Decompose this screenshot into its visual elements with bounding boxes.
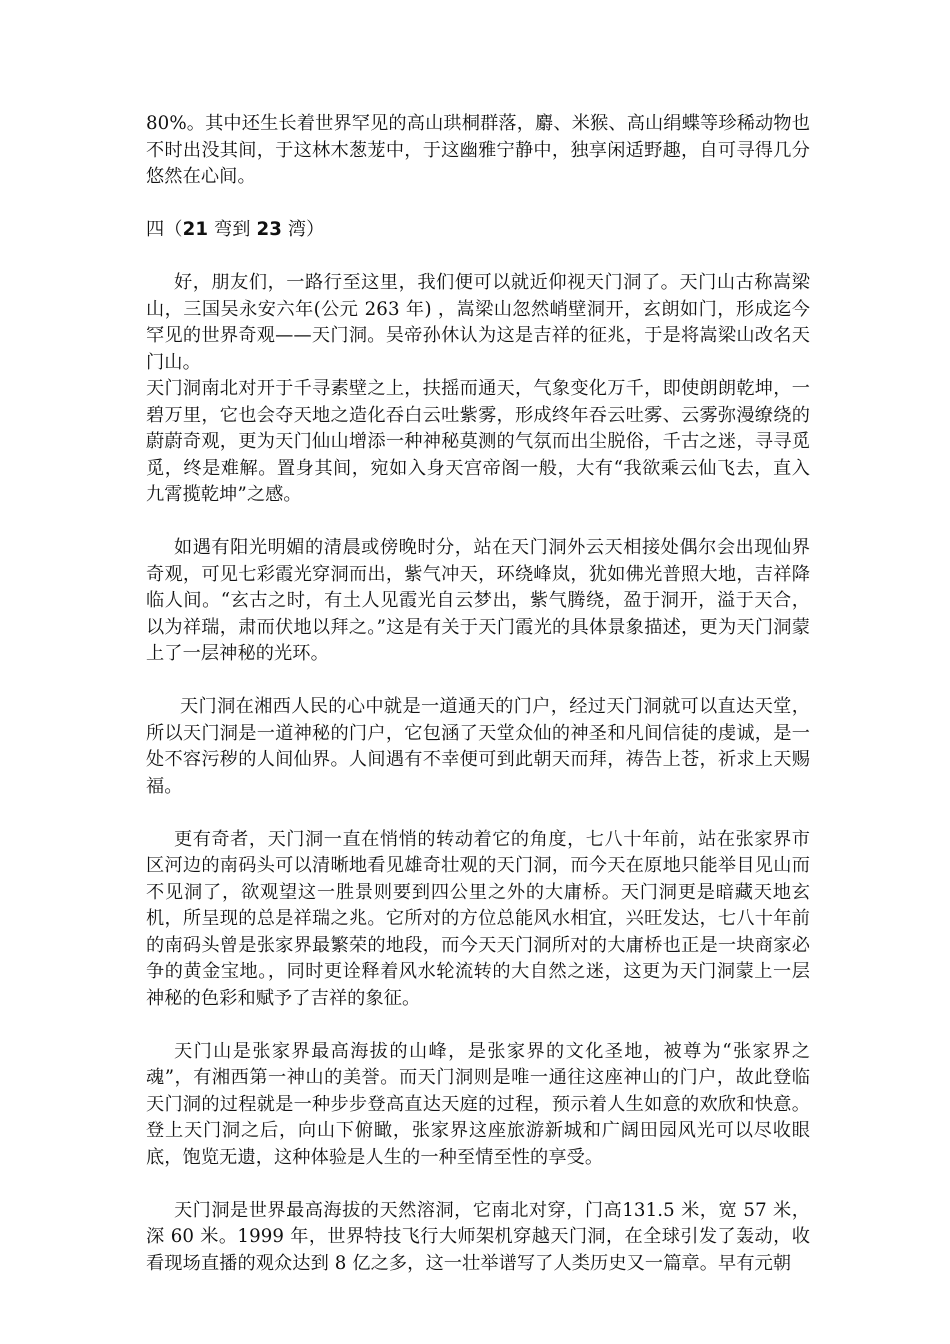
paragraph-gap [146, 800, 810, 827]
paragraph-gateway: 天门洞在湘西人民的心中就是一道通天的门户，经过天门洞就可以直达天堂，所以天门洞是一道神秘的门户，它包涵了天堂众仙的神圣和凡间信徒的虔诚，是一处不容污秽的人间仙界。人间遇有不幸便可到此朝天而拜，祷告上苍，祈求上天赐福。 [146, 696, 810, 797]
paragraph-intro: 好，朋友们，一路行至这里，我们便可以就近仰视天门洞了。天门山古称嵩梁山，三国吴永安六年(公元 263 年) ，嵩梁山忽然峭壁洞开，玄朗如门，形成迄今罕见的世界奇观——天门洞。吴帝孙休认为这是吉祥的征兆，于是将嵩梁山改名天门山。 [146, 272, 810, 373]
paragraph-rosy-clouds: 如遇有阳光明媚的清晨或傍晚时分，站在天门洞外云天相接处偶尔会出现仙界奇观，可见七彩霞光穿洞而出，紫气冲天，环绕峰岚，犹如佛光普照大地，吉祥降临人间。“玄古之时，有土人见霞光自云梦出，紫气腾绕，盈于洞开，溢于天合，以为祥瑞，肃而伏地以拜之。”这是有关于天门霞光的具体景象描述，更为天门洞蒙上了一层神秘的光环。 [146, 537, 810, 664]
heading-middle: 弯到 [208, 219, 257, 240]
heading-prefix: 四（ [146, 219, 183, 240]
paragraph-cave-description: 天门洞南北对开于千寻素壁之上，扶摇而通天，气象变化万千，即使朗朗乾坤，一碧万里，它也会夺天地之造化吞白云吐紫雾，形成终年吞云吐雾、云雾弥漫缭绕的蔚蔚奇观，更为天门仙山增添一种神秘莫测的气氛而出尘脱俗，千古之迷，寻寻觅觅，终是难解。置身其间，宛如入身天宫帝阁一般，大有“我欲乘云仙飞去，直入九霄揽乾坤”之感。 [146, 378, 810, 505]
paragraph-gap [146, 244, 810, 271]
paragraph-gap [146, 509, 810, 536]
heading-number-start: 21 [182, 219, 209, 240]
paragraph-gap [146, 191, 810, 218]
paragraph-gap [146, 668, 810, 695]
heading-suffix: 湾） [281, 219, 325, 240]
section-heading [146, 217, 810, 244]
heading-number-end: 23 [256, 219, 282, 240]
paragraph-rotation: 更有奇者，天门洞一直在悄悄的转动着它的角度，七八十年前，站在张家界市区河边的南码头可以清晰地看见雄奇壮观的天门洞，而今天在原地只能举目见山而不见洞了，欲观望这一胜景则要到四公里之外的大庸桥。天门洞更是暗藏天地玄机，所呈现的总是祥瑞之兆。它所对的方位总能风水相宜，兴旺发达，七八十年前的南码头曾是张家界最繁荣的地段，而今天天门洞所对的大庸桥也正是一块商家必争的黄金宝地。，同时更诠释着风水轮流转的大自然之迷，这更为天门洞蒙上一层神秘的色彩和赋予了吉祥的象征。 [146, 828, 810, 1009]
paragraph-cave-facts: 天门洞是世界最高海拔的天然溶洞，它南北对穿，门高131.5 米，宽 57 米，深 60 米。1999 年，世界特技飞行大师架机穿越天门洞，在全球引发了轰动，收看现场直播的观众达到 8 亿之多，这一壮举谱写了人类历史又一篇章。早有元朝 [146, 1199, 810, 1274]
paragraph-gap [146, 1171, 810, 1198]
paragraph-gap [146, 1012, 810, 1039]
paragraph-soul-of-zhangjiajie: 天门山是张家界最高海拔的山峰，是张家界的文化圣地，被尊为“张家界之魂”，有湘西第一神山的美誉。而天门洞则是唯一通往这座神山的门户，故此登临天门洞的过程就是一种步步登高直达天庭的过程，预示着人生如意的欢欣和快意。登上天门洞之后，向山下俯瞰，张家界这座旅游新城和广阔田园风光可以尽收眼底，饱览无遗，这种体验是人生的一种至情至性的享受。 [146, 1040, 810, 1168]
document-page [146, 111, 810, 1277]
paragraph-continuation: 80%。其中还生长着世界罕见的高山珙桐群落，麝、米猴、高山绢蝶等珍稀动物也不时出没其间，于这林木葱茏中，于这幽雅宁静中，独享闲适野趣，自可寻得几分悠然在心间。 [146, 113, 810, 187]
